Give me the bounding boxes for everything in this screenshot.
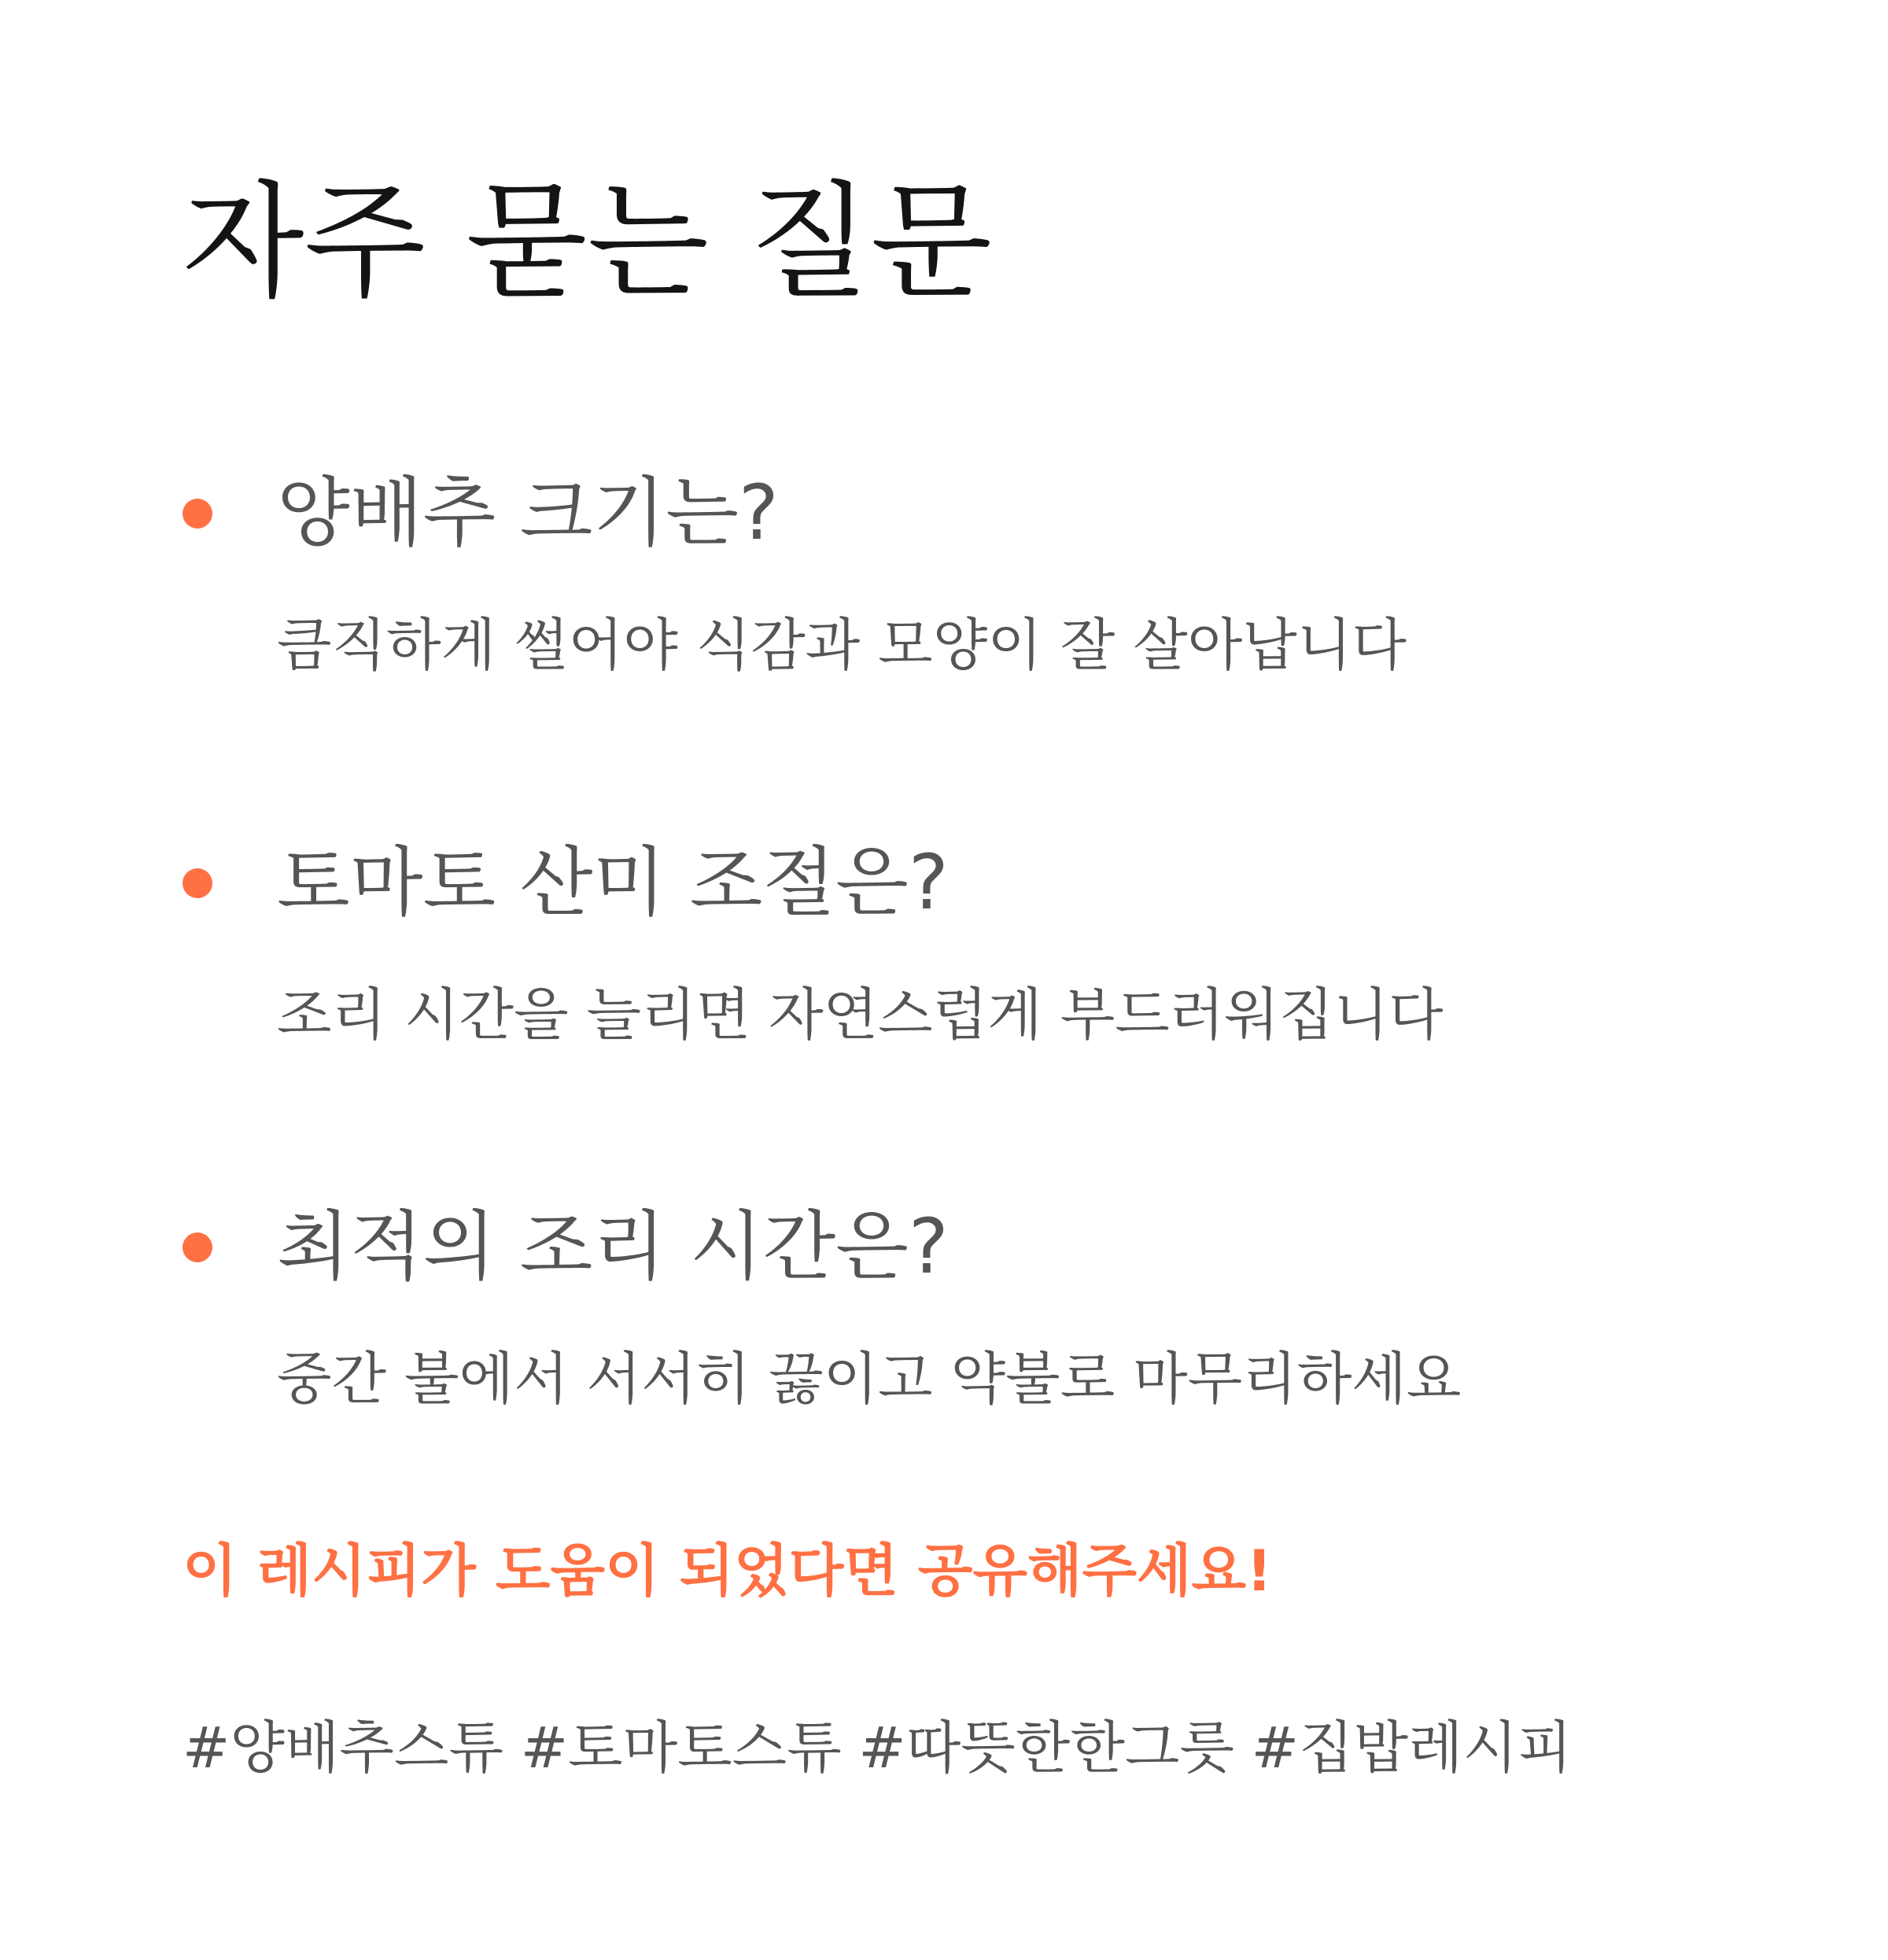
page-title: 자주 묻는 질문 [183,168,993,315]
bullet-icon [183,1232,212,1262]
bullet-icon [183,868,212,898]
faq-answer: 조리 시간을 늘리면 자연스럽게 부드러워집니다 [277,982,1444,1048]
faq-answer: 큼직하게 썰어야 식감과 모양이 잘 살아납니다 [277,612,1407,678]
faq-question: 양배추 크기는? [277,469,779,557]
share-cta-text: 이 레시피가 도움이 되었다면 공유해주세요! [183,1538,1273,1604]
hashtag-list [183,1712,1573,1783]
hashtag: #양배추스튜 [183,1715,504,1781]
hashtag: #토마토스튜 [520,1715,842,1781]
faq-question: 토마토 산미 조절은? [277,838,949,927]
faq-answer: 중간 불에서 서서히 끓이고 약불로 마무리하세요 [277,1346,1462,1412]
faq-question: 최적의 조리 시간은? [277,1203,949,1291]
hashtag: #집밥레시피 [1251,1715,1573,1781]
bullet-icon [183,499,212,529]
hashtag: #따뜻한한그릇 [858,1715,1235,1781]
